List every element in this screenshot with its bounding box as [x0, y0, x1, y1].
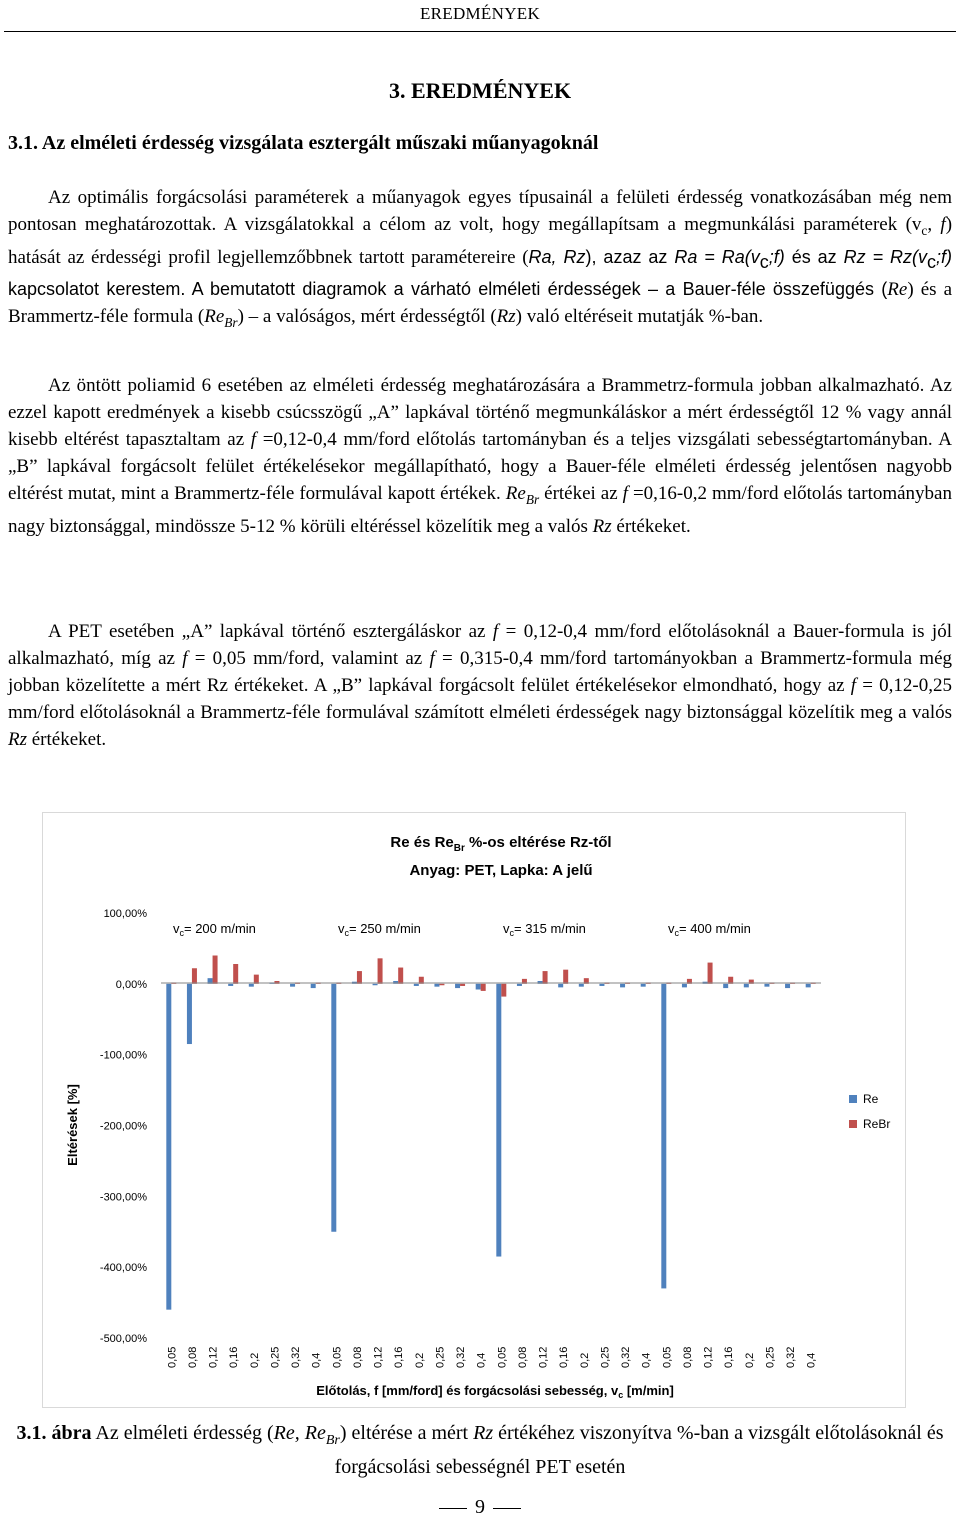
x-tick-label: 0,16 — [228, 1346, 241, 1368]
chapter-title: 3. EREDMÉNYEK — [388, 78, 572, 103]
x-tick-label: 0,32 — [620, 1346, 633, 1368]
x-tick-label: 0,4 — [640, 1352, 653, 1368]
x-tick-label: 0,05 — [166, 1346, 179, 1368]
x-tick-label: 0,2 — [578, 1352, 591, 1368]
x-tick-label: 0,05 — [661, 1346, 674, 1368]
bar-re — [764, 984, 769, 987]
footer-dash-left — [439, 1508, 467, 1509]
bar-re — [290, 984, 295, 987]
x-tick-label: 0,12 — [537, 1346, 550, 1368]
bar-rebr — [192, 968, 197, 984]
x-tick-label: 0,4 — [475, 1352, 488, 1368]
bar-rebr — [501, 984, 506, 997]
legend-swatch — [849, 1095, 857, 1103]
chart-title-line2: Anyag: PET, Lapka: A jelű — [409, 862, 593, 879]
bar-re — [476, 984, 481, 990]
bar-re — [517, 984, 522, 986]
bar-rebr — [481, 984, 486, 991]
bar-re — [455, 984, 460, 988]
bar-rebr — [708, 963, 713, 984]
y-axis-label: Eltérések [%] — [65, 1084, 80, 1166]
x-tick-label: 0,32 — [290, 1346, 303, 1368]
bar-rebr — [439, 984, 444, 985]
bar-re — [661, 984, 666, 1289]
speed-group-label: $v_c= 400$ m/min — [668, 921, 751, 938]
bar-re — [641, 984, 646, 987]
x-tick-label: 0,2 — [248, 1352, 261, 1368]
y-tick-label: -100,00% — [99, 1049, 147, 1062]
y-tick-label: -500,00% — [99, 1333, 147, 1345]
bar-re — [682, 984, 687, 988]
bar-rebr — [460, 984, 465, 986]
bar-re — [723, 984, 728, 988]
legend-swatch — [849, 1120, 857, 1128]
x-tick-label: 0,16 — [393, 1346, 406, 1368]
bar-re — [785, 984, 790, 988]
x-tick-label: 0,12 — [702, 1346, 715, 1368]
bar-re — [806, 984, 811, 988]
speed-group-label: $v_c= 200$ m/min — [173, 921, 256, 938]
x-tick-label: 0,08 — [516, 1346, 529, 1368]
bar-re — [228, 984, 233, 986]
bar-re — [249, 984, 254, 987]
x-tick-label: 0,05 — [496, 1346, 509, 1368]
paragraph-3: A PET esetében „A” lapkával történő esztergáláskor az f = 0,12-0,4 mm/ford előtolásoknál a Bauer-formula is jól alkalmazható, míg az f = 0,05 mm/ford, valamint az f = 0,315-0,4 mm/ford tartományokban a Brammertz-formula még jobban közelítette a mért Rz értékeket. A „B” lapkával forgácsolt felület értékelésekor elmondható, hogy az f = 0,12-0,25 mm/ford előtolásoknál a Brammertz-féle formulával számított elméleti érdességek nagy biztonsággal közelítik meg a valós Rz értékeket. — [8, 621, 953, 750]
x-tick-label: 0,25 — [269, 1346, 282, 1368]
x-tick-label: 0,05 — [331, 1346, 344, 1368]
legend-label: Re — [863, 1092, 879, 1106]
running-header: EREDMÉNYEK — [419, 4, 541, 23]
bar-re — [620, 984, 625, 988]
x-tick-label: 0,12 — [372, 1346, 385, 1368]
x-tick-label: 0,2 — [413, 1352, 426, 1368]
page-footer — [0, 1496, 960, 1519]
bar-re — [373, 984, 378, 985]
bar-re — [558, 984, 563, 988]
bar-re — [311, 984, 316, 988]
x-tick-label: 0,4 — [310, 1352, 323, 1368]
speed-group-label: $v_c= 250$ m/min — [338, 921, 421, 938]
x-tick-label: 0,25 — [764, 1346, 777, 1368]
section-title: 3.1. Az elméleti érdesség vizsgálata esztergált műszaki műanyagoknál — [8, 132, 599, 154]
bar-rebr — [378, 958, 383, 984]
x-tick-label: 0,08 — [351, 1346, 364, 1368]
figure-caption: 3.1. ábra Az elméleti érdesség (Re, $Re_{Br}$) eltérése a mért Rz értékéhez viszonyítva %-ban a vizsgált előtolásoknál és forgácsolási sebességnél PET esetén — [16, 1422, 944, 1478]
x-tick-label: 0,32 — [785, 1346, 798, 1368]
paragraph-2: Az öntött poliamid 6 esetében az elméleti érdesség meghatározására a Brammetrz-formula jobban alkalmazható. Az ezzel kapott eredmények a kisebb csúcsszögű „A” lapkával történő megmunkáláskor a mért érdességtől 12 % vagy annál kisebb eltérést tapasztaltam az f =0,12-0,4 mm/ford előtolás tartományban és a teljes vizsgálati sebességtartományban. A „B” lapkával forgácsolt felület értékelésekor megállapítható, hogy a Bauer-féle elméleti érdesség jelentősen nagyobb eltérést mutat, mint a Brammertz-féle formulával kapott értékek. $Re_{Br}$ értékei az f =0,16-0,2 mm/ford előtolás tartományban nagy biztonsággal, mindössze 5-12 % körüli eltéréssel közelítik meg a valós Rz értékeket. — [8, 375, 952, 537]
bar-re — [434, 984, 439, 987]
bar-rebr — [543, 971, 548, 984]
footer-dash-right — [493, 1508, 521, 1509]
bar-rebr — [563, 970, 568, 984]
bar-rebr — [398, 968, 403, 984]
bar-re — [599, 984, 604, 986]
legend-label: ReBr — [863, 1117, 891, 1131]
paragraph-1: Az optimális forgácsolási paraméterek a műanyagok egyes típusainál a felületi érdesség vonatkozásában még nem pontosan meghatározottak. A vizsgálatokkal a célom az volt, hogy megállapítsam a megmunkálási paraméterek ($v_c$, f) hatását az érdességi profil legjellemzőbbnek tartott paramétereire (Ra, Rz), azaz az $Ra = Ra(v_c;f)$ és az $Rz = Rz(v_c;f)$ kapcsolatot kerestem. A bemutatott diagramok a várható elméleti érdességek – a Bauer-féle összefüggés (Re) és a Brammertz-féle formula $(Re_{Br})$ – a valóságos, mért érdességtől (Rz) való eltéréseit mutatják %-ban. — [8, 187, 953, 330]
speed-group-label: $v_c= 315$ m/min — [503, 921, 586, 938]
chart-frame — [42, 812, 906, 1408]
x-tick-label: 0,08 — [186, 1346, 199, 1368]
y-tick-label: -400,00% — [99, 1262, 147, 1275]
x-tick-label: 0,25 — [434, 1346, 447, 1368]
y-tick-label: 0,00% — [115, 978, 147, 991]
bar-re — [331, 984, 336, 1232]
header-rule — [4, 31, 956, 32]
x-tick-label: 0,32 — [455, 1346, 468, 1368]
x-tick-label: 0,2 — [743, 1352, 756, 1368]
bar-re — [187, 984, 192, 1044]
bar-re — [166, 984, 171, 1310]
bar-re — [579, 984, 584, 987]
bar-re — [744, 984, 749, 988]
y-tick-label: 100,00% — [103, 908, 147, 920]
y-tick-label: -300,00% — [99, 1191, 147, 1204]
x-tick-label: 0,4 — [805, 1352, 818, 1368]
page-number: 9 — [475, 1496, 485, 1518]
x-tick-label: 0,25 — [599, 1346, 612, 1368]
bar-rebr — [213, 956, 218, 984]
bar-re — [496, 984, 501, 1257]
x-axis-label: Előtolás, f [mm/ford] és forgácsolási sebesség, $v_c$ [m/min] — [316, 1383, 674, 1400]
bar-rebr — [357, 971, 362, 984]
y-tick-label: -200,00% — [99, 1120, 147, 1133]
bar-re — [414, 984, 419, 986]
bar-rebr — [233, 964, 238, 984]
x-tick-label: 0,16 — [723, 1346, 736, 1368]
x-tick-label: 0,08 — [681, 1346, 694, 1368]
chart-title-line1: Re és $Re_{Br}$ %-os eltérése Rz-től — [390, 834, 612, 854]
bar-rebr — [254, 975, 259, 984]
x-tick-label: 0,12 — [207, 1346, 220, 1368]
x-tick-label: 0,16 — [558, 1346, 571, 1368]
bar-chart — [43, 813, 905, 1407]
